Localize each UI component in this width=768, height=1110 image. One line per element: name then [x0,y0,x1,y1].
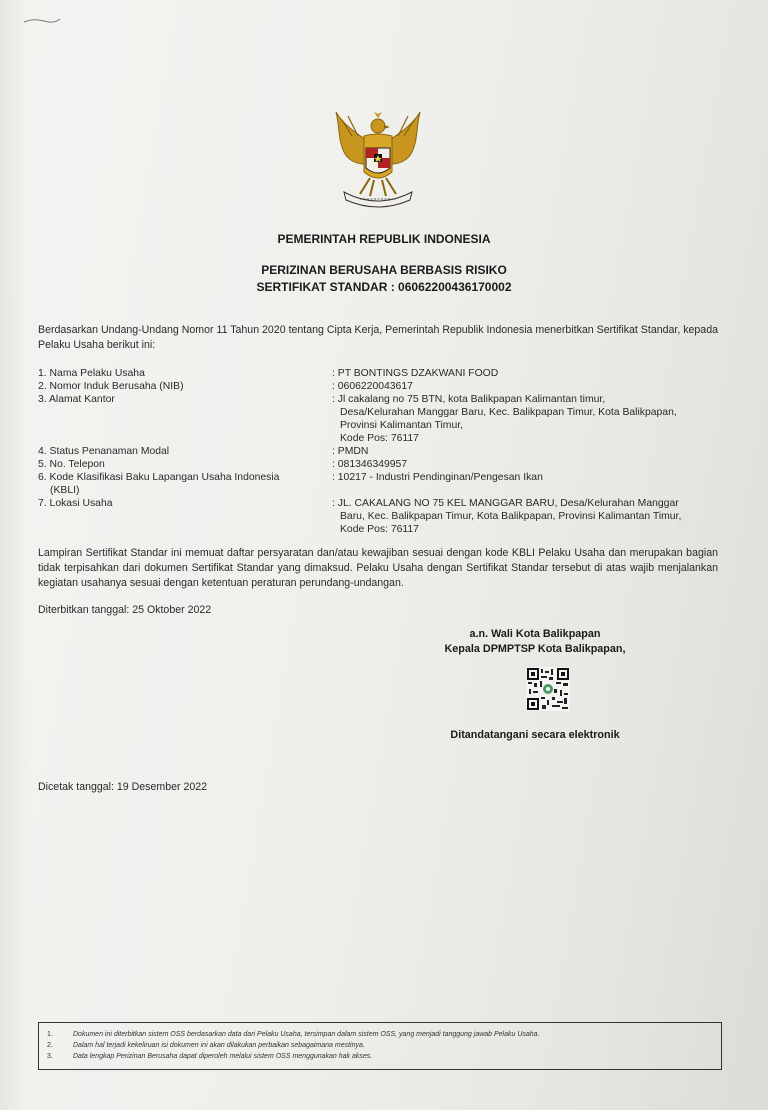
field-label: 4. Status Penanaman Modal [38,446,170,457]
field-value: : JL. CAKALANG NO 75 KEL MANGGAR BARU, Desa/Kelurahan Manggar [332,498,679,509]
garuda-emblem-icon [330,106,426,212]
footnote-number: 1. [47,1031,53,1038]
field-value-cont: Baru, Kec. Balikpapan Timur, Kota Balikpapan, Provinsi Kalimantan Timur, [340,511,682,522]
field-label-cont: (KBLI) [50,485,80,496]
pen-mark [22,14,62,26]
lampiran-paragraph: Lampiran Sertifikat Standar ini memuat daftar persyaratan dan/atau kewajiban sesuai dengan kode KBLI Pelaku Usaha dan merupakan bagian tidak terpisahkan dari dokumen Sertifikat Standar yang dimaksud. Pelaku Usaha dengan Sertifikat Standar tersebut di atas wajib menjalankan kegiatan usahanya sesuai dengan ketentuan peraturan perundang-undangan. [38,547,718,589]
field-label: 5. No. Telepon [38,459,105,470]
signed-electronically: Ditandatangani secara elektronik [450,729,620,741]
field-value: : Jl cakalang no 75 BTN, kota Balikpapan Kalimantan timur, [332,394,606,405]
qr-code-icon [526,667,570,711]
field-value-cont: Kode Pos: 76117 [340,524,419,535]
footnote-text: Data lengkap Perizinan Berusaha dapat diperoleh melalui sistem OSS menggunakan hak akses. [73,1053,373,1060]
field-label: 6. Kode Klasifikasi Baku Lapangan Usaha Indonesia [38,472,280,483]
issued-date: Diterbitkan tanggal: 25 Oktober 2022 [38,604,212,616]
government-heading: PEMERINTAH REPUBLIK INDONESIA [277,232,491,246]
field-value-cont: Desa/Kelurahan Manggar Baru, Kec. Balikpapan Timur, Kota Balikpapan, [340,407,677,418]
field-value-cont: Kode Pos: 76117 [340,433,419,444]
page-shadow [0,0,28,1110]
footnote-item [47,1051,713,1062]
footnote-box [38,1022,722,1070]
permit-type-heading: PERIZINAN BERUSAHA BERBASIS RISIKO [261,263,507,277]
signatory-block [420,627,650,657]
signatory-line-1: a.n. Wali Kota Balikpapan [469,628,601,640]
field-label: 7. Lokasi Usaha [38,498,113,509]
field-value: : PT BONTINGS DZAKWANI FOOD [332,368,499,379]
footnote-item [47,1029,713,1040]
field-label: 2. Nomor Induk Berusaha (NIB) [38,381,184,392]
footnote-item [47,1040,713,1051]
field-value-cont: Provinsi Kalimantan Timur, [340,420,464,431]
footnote-text: Dalam hal terjadi kekeliruan isi dokumen ini akan dilakukan perbaikan sebagaimana mestinya. [73,1042,365,1049]
field-value: : 0606220043617 [332,381,413,392]
signatory-line-2: Kepala DPMPTSP Kota Balikpapan, [444,643,626,655]
field-value: : PMDN [332,446,369,457]
certificate-number-heading: SERTIFIKAT STANDAR : 06062200436170002 [256,280,512,294]
intro-paragraph: Berdasarkan Undang-Undang Nomor 11 Tahun 2020 tentang Cipta Kerja, Pemerintah Republik Indonesia menerbitkan Sertifikat Standar, kepada Pelaku Usaha berikut ini: [38,324,718,351]
printed-date: Dicetak tanggal: 19 Desember 2022 [38,781,208,793]
field-label: 3. Alamat Kantor [38,394,115,405]
footnote-number: 2. [47,1042,53,1049]
footnote-text: Dokumen ini diterbitkan sistem OSS berdasarkan data dari Pelaku Usaha, tersimpan dalam sistem OSS, yang menjadi tanggung jawab Pelaku Usaha. [73,1031,540,1038]
field-value: : 10217 - Industri Pendinginan/Pengesan Ikan [332,472,543,483]
footnote-number: 3. [47,1053,53,1060]
field-label: 1. Nama Pelaku Usaha [38,368,145,379]
field-value: : 081346349957 [332,459,408,470]
